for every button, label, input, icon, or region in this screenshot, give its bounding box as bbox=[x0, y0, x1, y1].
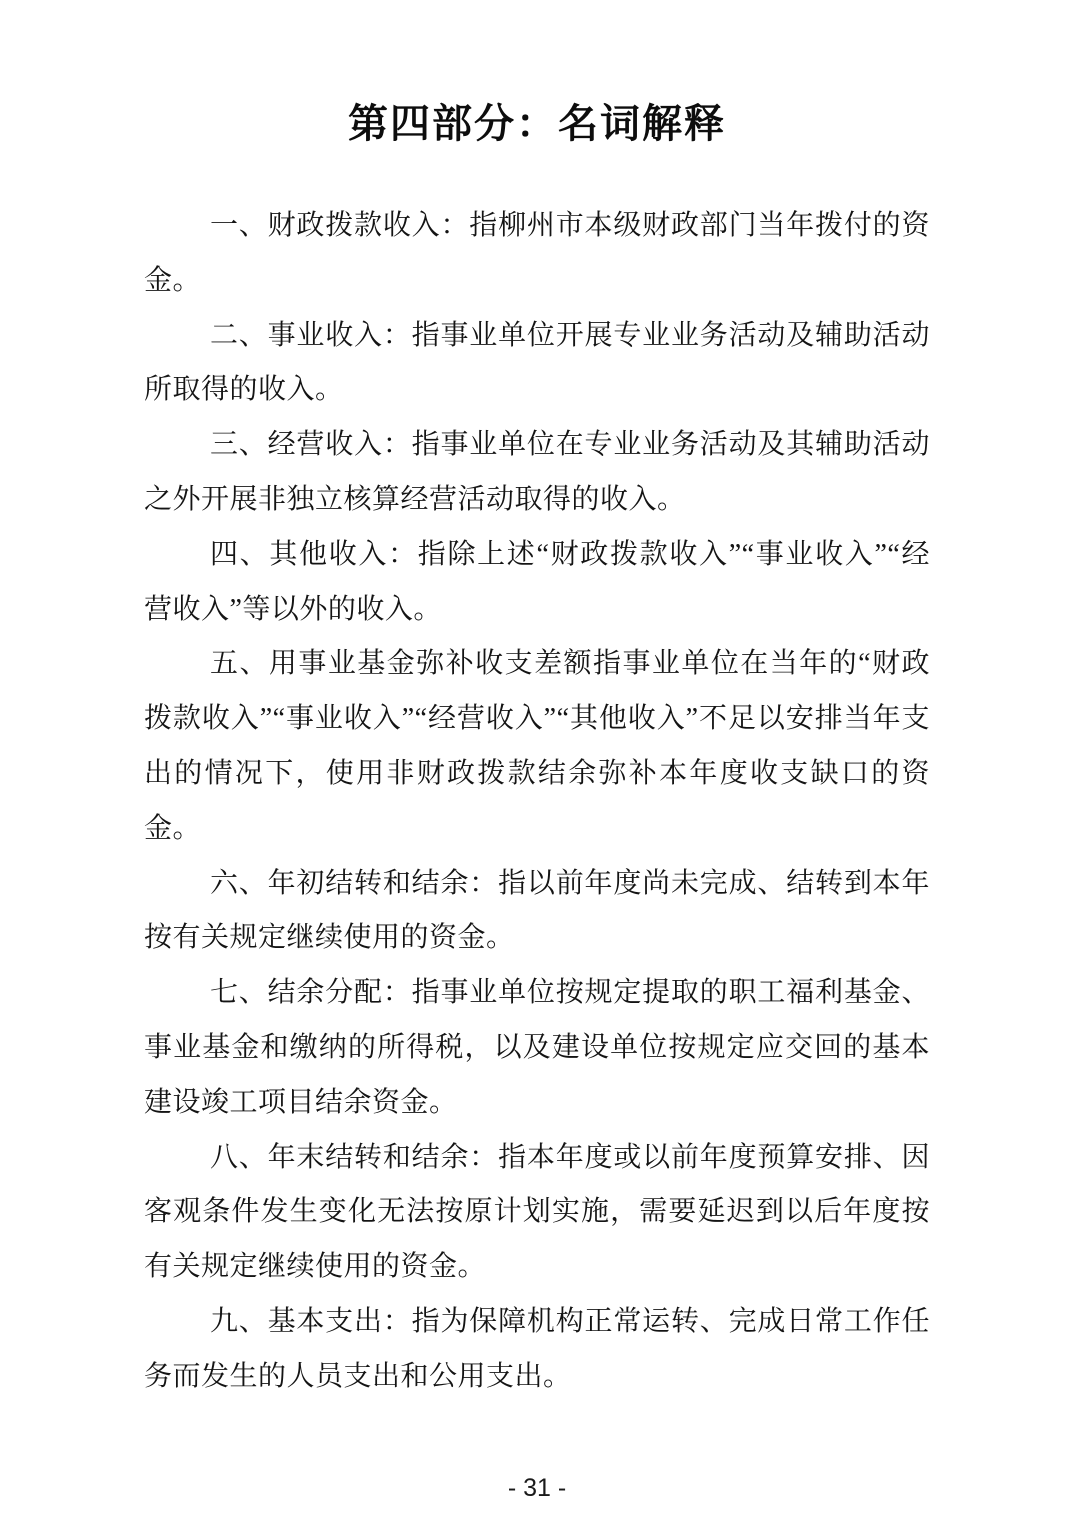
glossary-paragraph-6: 六、年初结转和结余：指以前年度尚未完成、结转到本年按有关规定继续使用的资金。 bbox=[144, 867, 930, 954]
page-title: 第四部分：名词解释 bbox=[348, 102, 726, 146]
glossary-paragraph-8: 八、年末结转和结余：指本年度或以前年度预算安排、因客观条件发生变化无法按原计划实施，需要延迟到以后年度按有关规定继续使用的资金。 bbox=[144, 1141, 930, 1283]
glossary-body bbox=[144, 199, 930, 1405]
glossary-paragraph-3: 三、经营收入：指事业单位在专业业务活动及其辅助活动之外开展非独立核算经营活动取得的收入。 bbox=[144, 429, 930, 515]
page-number: - 31 - bbox=[507, 1474, 567, 1502]
glossary-paragraph-4: 四、其他收入：指除上述“财政拨款收入”“事业收入”“经营收入”等以外的收入。 bbox=[144, 538, 930, 625]
glossary-paragraph-7: 七、结余分配：指事业单位按规定提取的职工福利基金、事业基金和缴纳的所得税，以及建设单位按规定应交回的基本建设竣工项目结余资金。 bbox=[144, 977, 930, 1118]
glossary-paragraph-2: 二、事业收入：指事业单位开展专业业务活动及辅助活动所取得的收入。 bbox=[144, 319, 930, 406]
glossary-paragraph-1: 一、财政拨款收入：指柳州市本级财政部门当年拨付的资金。 bbox=[144, 210, 930, 296]
glossary-paragraph-9: 九、基本支出：指为保障机构正常运转、完成日常工作任务而发生的人员支出和公用支出。 bbox=[144, 1305, 930, 1392]
glossary-paragraph-5: 五、用事业基金弥补收支差额指事业单位在当年的“财政拨款收入”“事业收入”“经营收入”“其他收入”不足以安排当年支出的情况下，使用非财政拨款结余弥补本年度收支缺口的资金。 bbox=[144, 648, 930, 844]
